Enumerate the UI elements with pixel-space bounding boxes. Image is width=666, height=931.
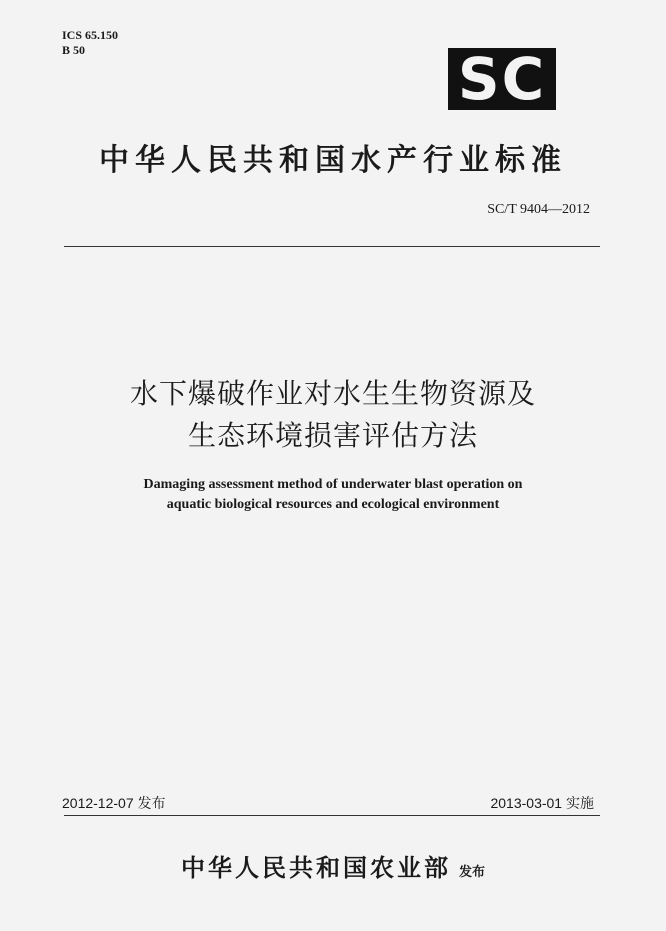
issue-date: 2012-12-07 发布 <box>62 795 166 811</box>
sc-logo: SC <box>448 48 556 110</box>
english-title-line1: Damaging assessment method of underwater blast operation on <box>143 477 523 492</box>
ccs-code: B 50 <box>62 43 86 57</box>
header-divider <box>64 246 600 247</box>
issuer-suffix: 发布 <box>458 865 485 880</box>
footer-divider <box>64 815 600 816</box>
issuing-authority <box>0 848 666 883</box>
issuer-name: 中华人民共和国农业部 <box>180 853 451 882</box>
effective-date: 2013-03-01 实施 <box>490 795 594 811</box>
classification-codes <box>62 28 118 58</box>
standard-category-title: 中华人民共和国水产行业标准 <box>99 143 567 178</box>
ics-code: ICS 65.150 <box>62 28 119 42</box>
document-title-line2: 生态环境损害评估方法 <box>187 419 478 452</box>
standard-number: SC/T 9404—2012 <box>487 202 590 217</box>
english-title-line2: aquatic biological resources and ecological environment <box>166 497 500 512</box>
document-title-line1: 水下爆破作业对水生生物资源及 <box>129 377 536 410</box>
